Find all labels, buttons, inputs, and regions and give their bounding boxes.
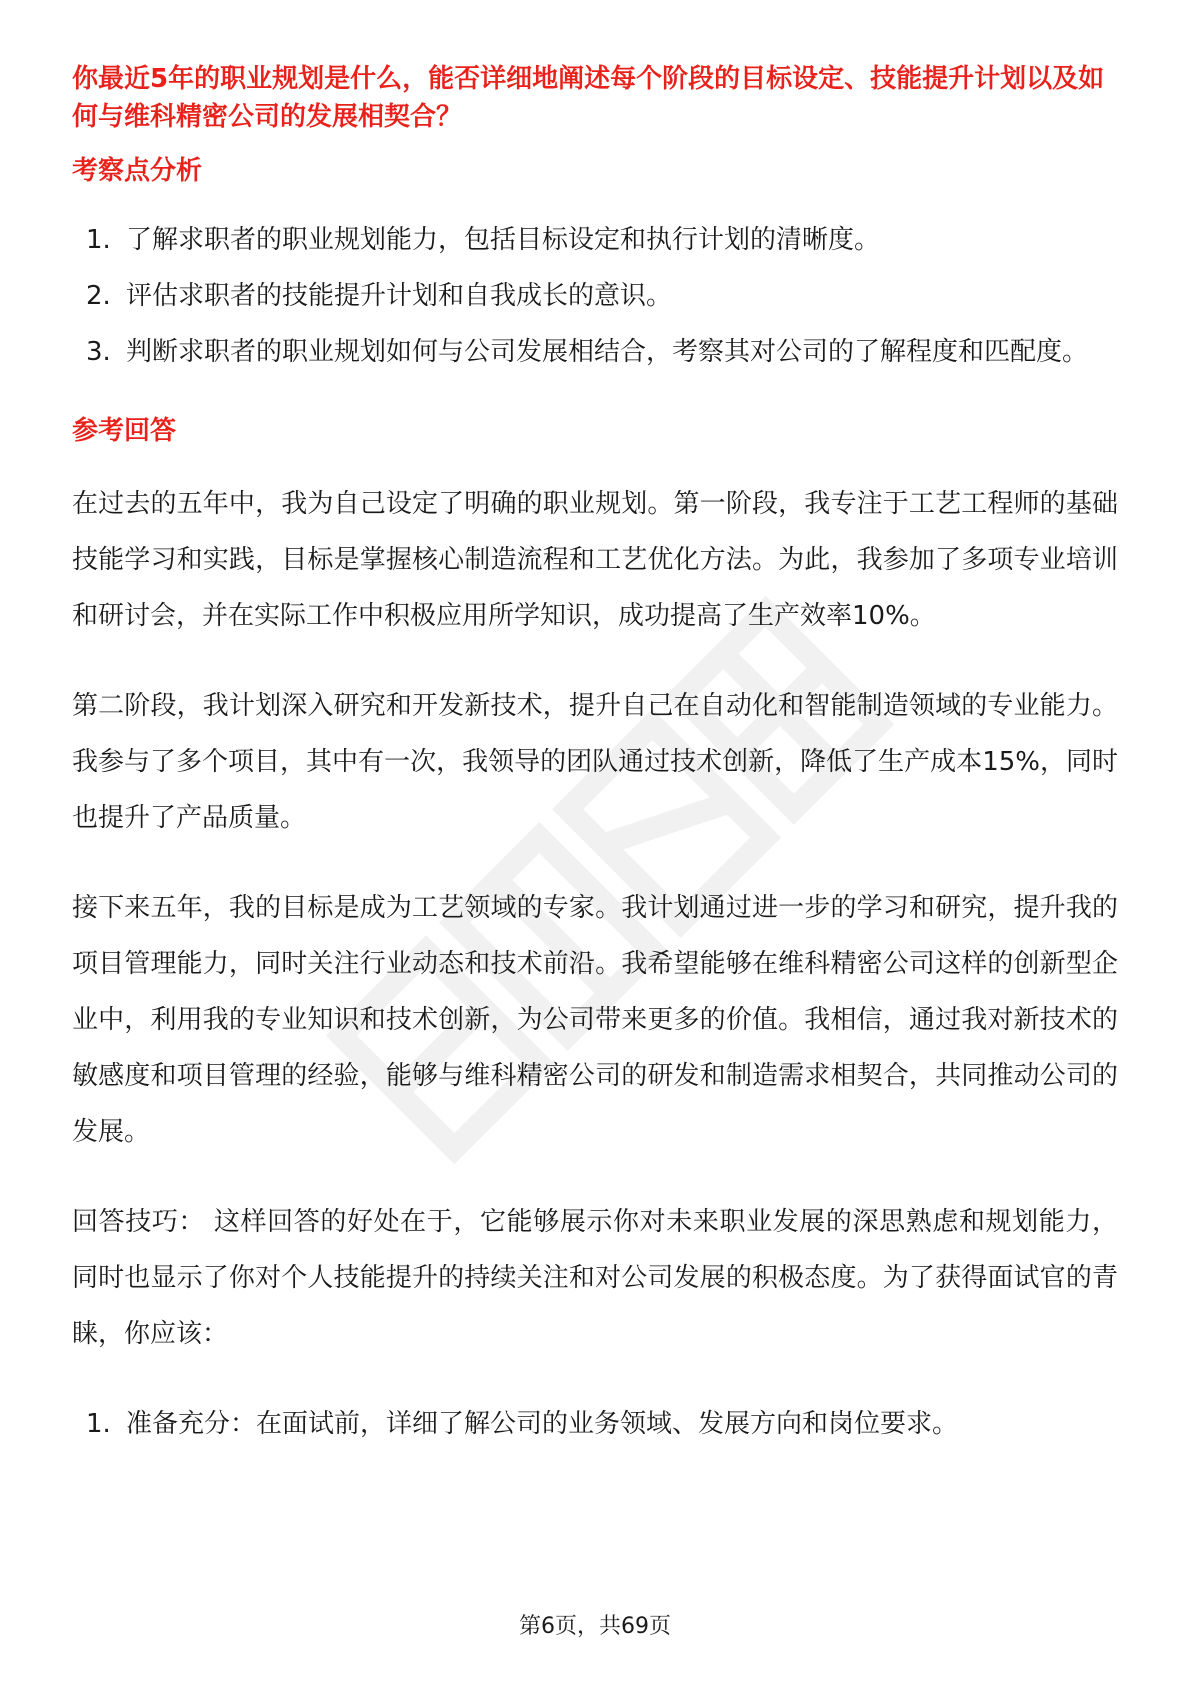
list-item-text: 了解求职者的职业规划能力，包括目标设定和执行计划的清晰度。	[126, 225, 881, 255]
answer-tips-paragraph: 回答技巧： 这样回答的好处在于，它能够展示你对未来职业发展的深思熟虑和规划能力，同时也显示了你对个人技能提升的持续关注和对公司发展的积极态度。为了获得面试官的青睐，你应该：	[72, 1207, 1118, 1349]
answer-title: 参考回答	[72, 416, 177, 446]
page-footer: 第6页，共69页	[519, 1614, 671, 1639]
question-heading: 你最近5年的职业规划是什么，能否详细地阐述每个阶段的目标设定、技能提升计划以及如何与维科精密公司的发展相契合？	[72, 64, 1105, 132]
tips-list	[72, 1396, 1118, 1452]
list-item	[72, 324, 1118, 380]
list-item-text: 评估求职者的技能提升计划和自我成长的意识。	[126, 281, 673, 311]
list-item-number: 2.	[86, 281, 111, 311]
list-item	[72, 1396, 1118, 1452]
list-item	[72, 268, 1118, 324]
list-item-number: 1.	[86, 225, 111, 255]
answer-paragraph: 在过去的五年中，我为自己设定了明确的职业规划。第一阶段，我专注于工艺工程师的基础技能学习和实践，目标是掌握核心制造流程和工艺优化方法。为此，我参加了多项专业培训和研讨会，并在实际工作中积极应用所学知识，成功提高了生产效率10%。	[72, 489, 1118, 631]
list-item-number: 3.	[86, 337, 111, 367]
analysis-list	[72, 212, 1118, 380]
analysis-title: 考察点分析	[72, 156, 203, 186]
main-content	[72, 60, 1118, 1452]
list-item-text: 准备充分：在面试前，详细了解公司的业务领域、发展方向和岗位要求。	[126, 1409, 959, 1439]
list-item-number: 1.	[86, 1409, 111, 1439]
list-item-text: 判断求职者的职业规划如何与公司发展相结合，考察其对公司的了解程度和匹配度。	[126, 337, 1089, 367]
list-item	[72, 212, 1118, 268]
answer-paragraph: 第二阶段，我计划深入研究和开发新技术，提升自己在自动化和智能制造领域的专业能力。我参与了多个项目，其中有一次，我领导的团队通过技术创新，降低了生产成本15%，同时也提升了产品质量。	[72, 691, 1118, 833]
answer-paragraph: 接下来五年，我的目标是成为工艺领域的专家。我计划通过进一步的学习和研究，提升我的项目管理能力，同时关注行业动态和技术前沿。我希望能够在维科精密公司这样的创新型企业中，利用我的专业知识和技术创新，为公司带来更多的价值。我相信，通过我对新技术的敏感度和项目管理的经验，能够与维科精密公司的研发和制造需求相契合，共同推动公司的发展。	[72, 893, 1118, 1147]
